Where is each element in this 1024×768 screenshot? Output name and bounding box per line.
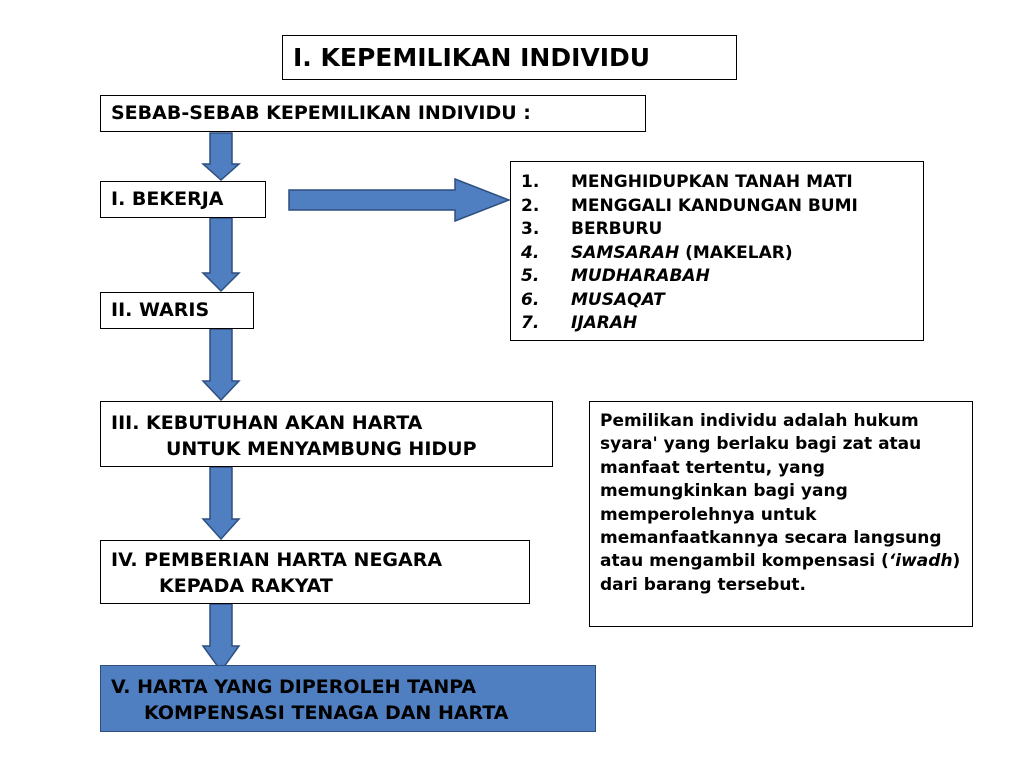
definition-text-end: ) dari barang tersebut. (600, 551, 961, 595)
arrow-down-2 (203, 218, 239, 291)
definition-box (589, 401, 973, 627)
bekerja-list (510, 161, 924, 341)
list-item: 1. MENGHIDUPKAN TANAH MATI (521, 172, 853, 192)
step-kebutuhan-line1: III. KEBUTUHAN AKAN HARTA (111, 412, 423, 434)
page-title: I. KEPEMILIKAN INDIVIDU (282, 35, 737, 80)
step-bekerja: I. BEKERJA (100, 181, 266, 218)
list-item: 6. MUSAQAT (521, 289, 665, 310)
step-harta-line1: V. HARTA YANG DIPEROLEH TANPA (111, 676, 477, 698)
arrow-down-5 (203, 604, 239, 671)
definition-text: Pemilikan individu adalah hukum syara' yang berlaku bagi zat atau manfaat tertentu, yang memungkinkan bagi yang memperolehnya untuk memanfaatkannya secara langsung atau mengambil kompensasi ( (600, 411, 942, 572)
list-item: 4. SAMSARAH (MAKELAR) (521, 242, 793, 263)
step-harta-tanpa-kompensasi (100, 665, 596, 732)
definition-term: ‘iwadh (888, 551, 953, 572)
causes-heading: SEBAB-SEBAB KEPEMILIKAN INDIVIDU : (100, 95, 646, 132)
step-waris: II. WARIS (100, 292, 254, 329)
step-pemberian-negara (100, 540, 530, 604)
step-pemberian-line2: KEPADA RAKYAT (159, 575, 333, 597)
list-item: 7. IJARAH (521, 313, 638, 333)
step-pemberian-line1: IV. PEMBERIAN HARTA NEGARA (111, 549, 443, 571)
arrow-down-4 (203, 467, 239, 539)
arrow-down-3 (203, 329, 239, 400)
list-item: 2. MENGGALI KANDUNGAN BUMI (521, 195, 858, 216)
step-harta-line2: KOMPENSASI TENAGA DAN HARTA (144, 702, 509, 724)
step-kebutuhan-line2: UNTUK MENYAMBUNG HIDUP (166, 438, 477, 460)
arrow-right (289, 179, 509, 221)
list-item: 3. BERBURU (521, 219, 663, 239)
list-item: 5. MUDHARABAH (521, 266, 710, 286)
step-kebutuhan-harta (100, 401, 553, 467)
arrow-down-1 (203, 133, 239, 180)
